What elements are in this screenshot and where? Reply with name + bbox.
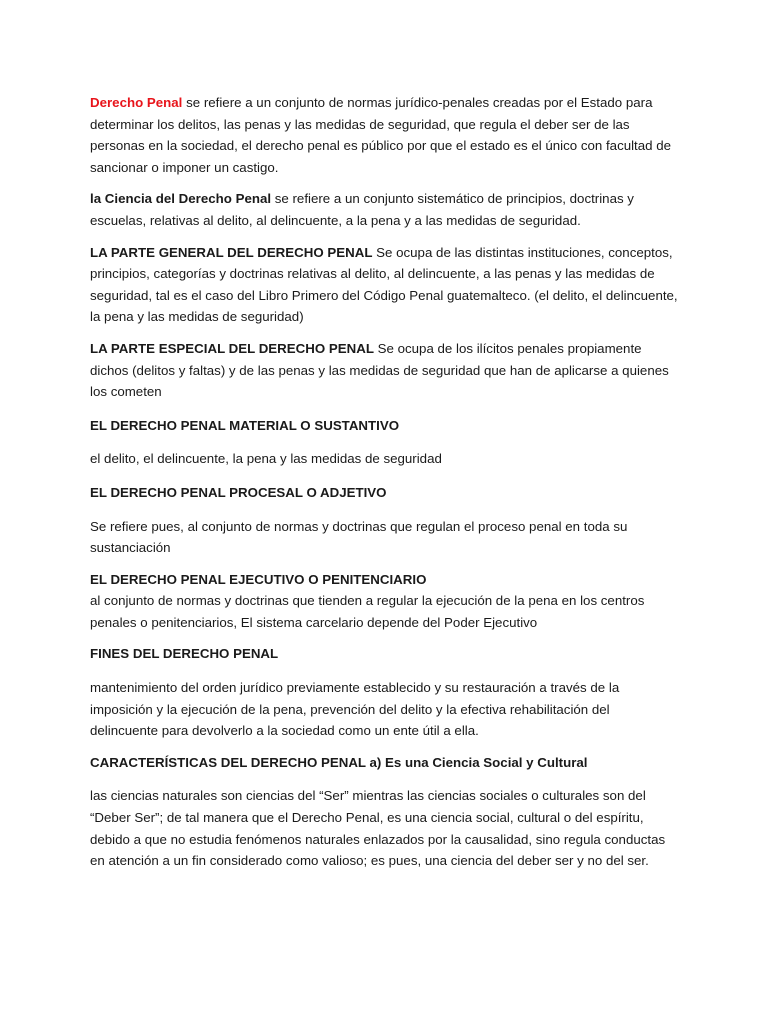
heading-ejecutivo-penitenciario: EL DERECHO PENAL EJECUTIVO O PENITENCIARIO	[90, 571, 427, 587]
heading-procesal-adjetivo: EL DERECHO PENAL PROCESAL O ADJETIVO	[90, 484, 387, 500]
term-parte-general: LA PARTE GENERAL DEL DERECHO PENAL	[90, 244, 373, 260]
heading-caracteristicas: CARACTERÍSTICAS DEL DERECHO PENAL a) Es una Ciencia Social y Cultural	[90, 754, 588, 770]
definition-derecho-penal: se refiere a un conjunto de normas jurídico-penales creadas por el Estado para determinar los delitos, las penas y las medidas de seguridad, que regula el deber ser de las personas en la sociedad, el derecho penal es público por que el estado es el único con facultad de sancionar o imponer un castigo.	[90, 95, 672, 175]
paragraph-parte-especial	[90, 338, 678, 403]
paragraph-material-sustantivo: el delito, el delincuente, la pena y las medidas de seguridad	[90, 451, 442, 467]
heading-fines: FINES DEL DERECHO PENAL	[90, 646, 279, 662]
paragraph-parte-general	[90, 242, 678, 328]
definition-parte-especial: Se ocupa de los ilícitos penales propiamente dichos (delitos y faltas) y de las penas y las medidas de seguridad que han de aplicarse a quienes los cometen	[90, 340, 669, 400]
paragraph-caracteristicas: las ciencias naturales son ciencias del “Ser” mientras las ciencias sociales o culturales son del “Deber Ser”; de tal manera que el Derecho Penal, es una ciencia social, cultural o del espíritu, debido a que no estudia fenómenos naturales enlazados por la causalidad, sino regula conductas en atención a un fin considerado como valioso; es pues, una ciencia del deber ser y no del ser.	[90, 788, 666, 869]
definition-parte-general: Se ocupa de las distintas instituciones, conceptos, principios, categorías y doctrinas relativas al delito, al delincuente, a las penas y las medidas de seguridad, tal es el caso del Libro Primero del Código Penal guatemalteco. (el delito, el delincuente, la pena y las medidas de seguridad)	[90, 244, 678, 325]
term-derecho-penal: Derecho Penal	[90, 95, 183, 110]
heading-material-sustantivo: EL DERECHO PENAL MATERIAL O SUSTANTIVO	[90, 417, 400, 433]
paragraph-procesal-adjetivo: Se refiere pues, al conjunto de normas y doctrinas que regulan el proceso penal en toda su sustanciación	[90, 518, 628, 556]
paragraph-derecho-penal	[90, 92, 678, 178]
term-parte-especial: LA PARTE ESPECIAL DEL DERECHO PENAL	[90, 340, 374, 356]
paragraph-ciencia-derecho-penal	[90, 188, 678, 231]
paragraph-ejecutivo-penitenciario: al conjunto de normas y doctrinas que tienden a regular la ejecución de la pena en los centros penales o penitenciarios, El sistema carcelario depende del Poder Ejecutivo	[90, 593, 645, 630]
paragraph-fines: mantenimiento del orden jurídico previamente establecido y su restauración a través de la imposición y la ejecución de la pena, prevención del delito y la efectiva rehabilitación del delincuente para devolverlo a la sociedad como un ente útil a ella.	[90, 680, 620, 739]
definition-ciencia-derecho-penal: se refiere a un conjunto sistemático de principios, doctrinas y escuelas, relativas al delito, al delincuente, a la pena y a las medidas de seguridad.	[90, 191, 634, 228]
term-ciencia-derecho-penal: la Ciencia del Derecho Penal	[90, 191, 272, 207]
